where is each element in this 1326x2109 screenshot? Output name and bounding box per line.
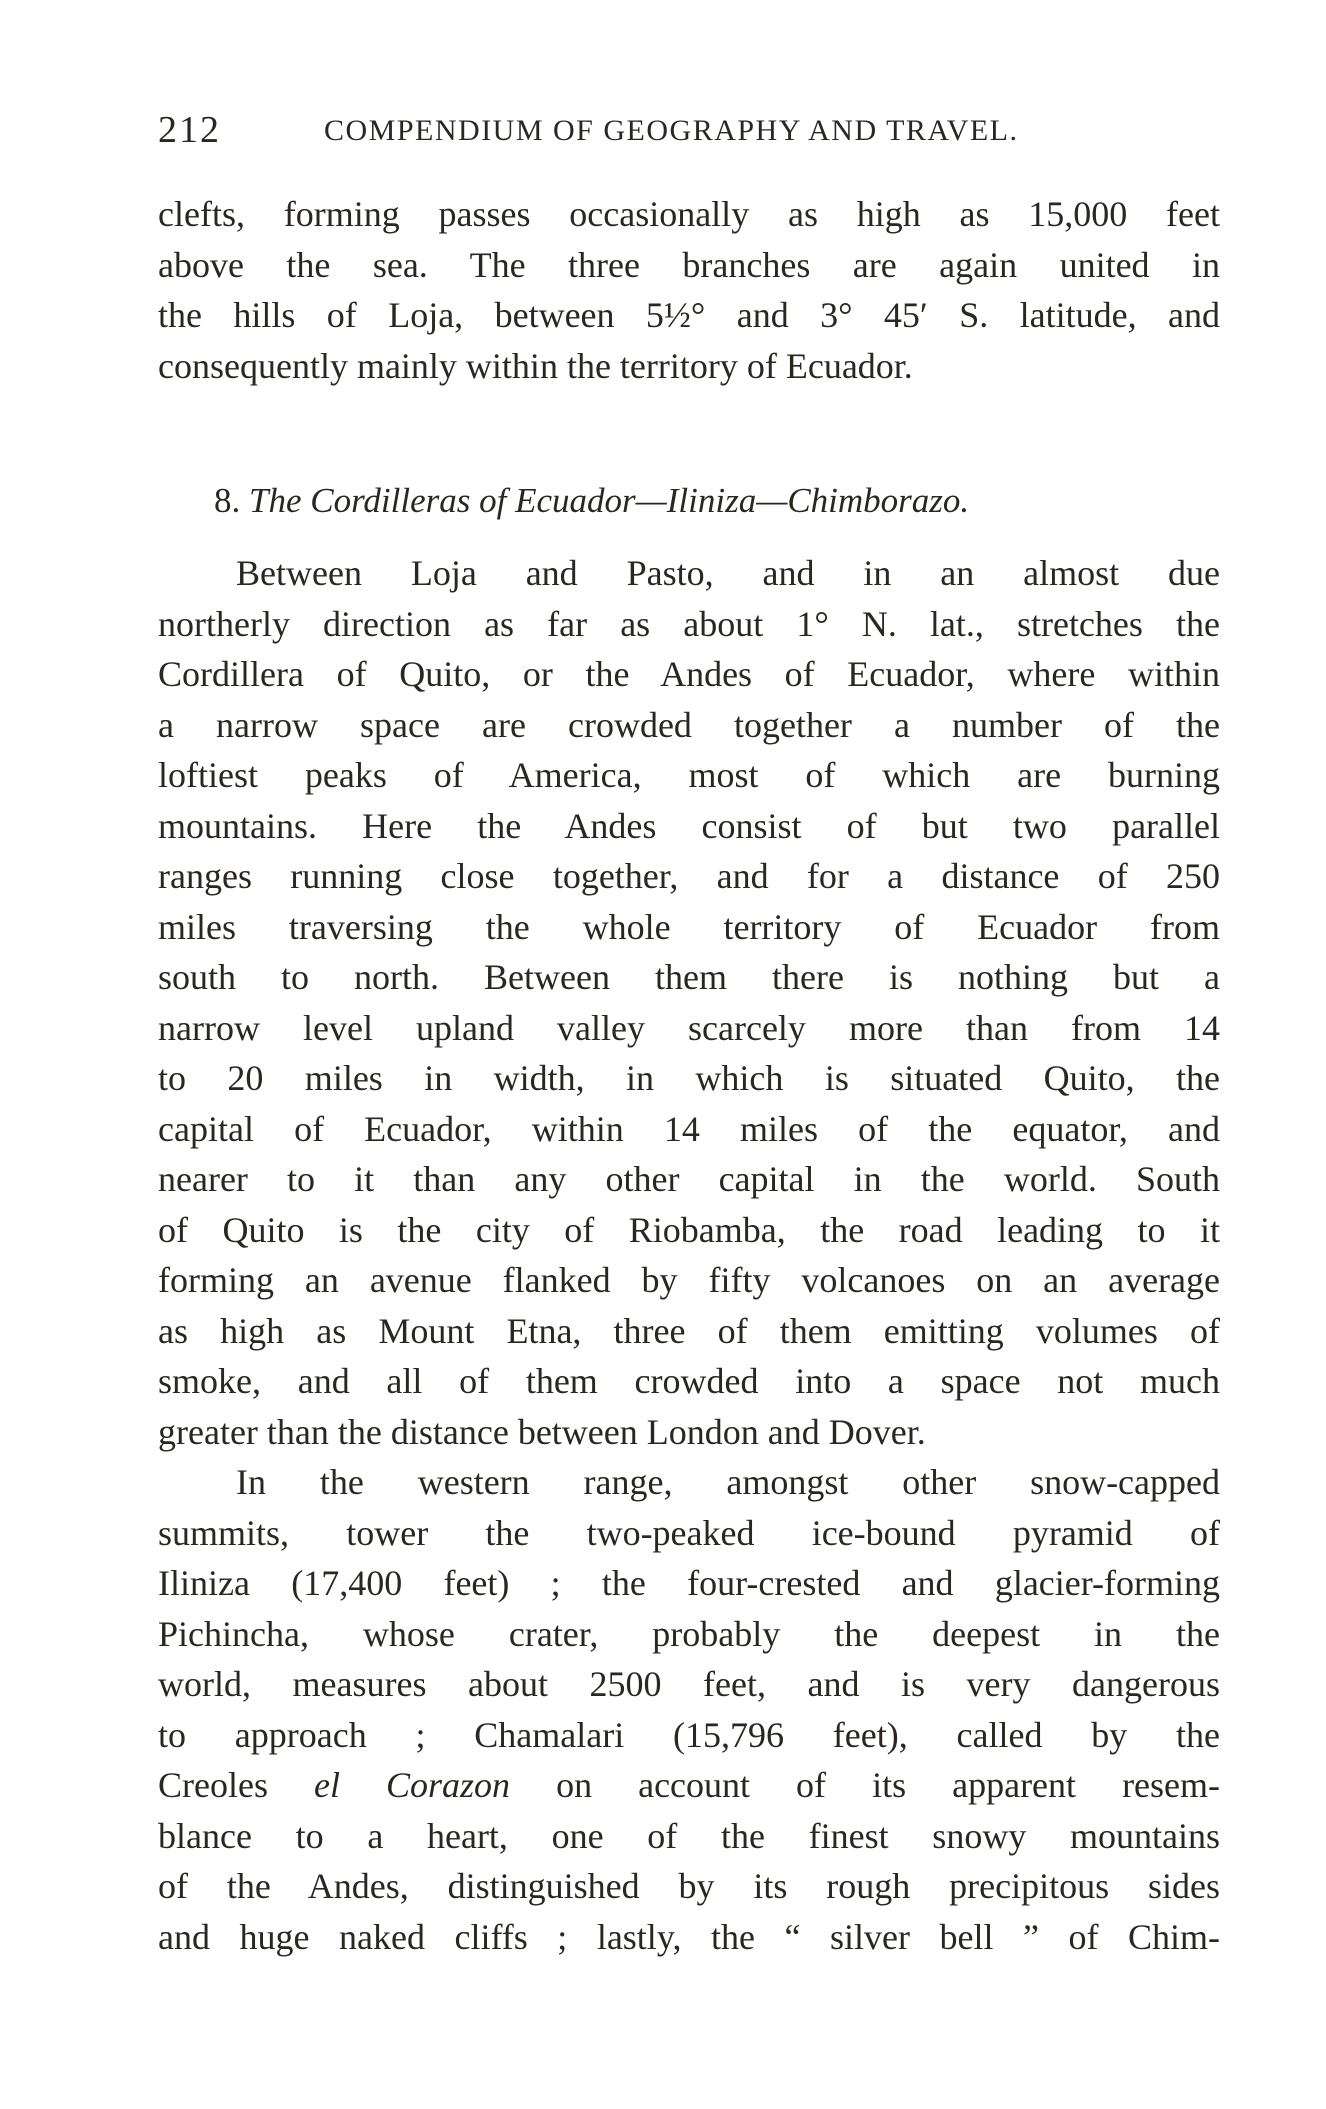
text-line: clefts, forming passes occasionally as high as 15,000 feet xyxy=(158,194,1220,234)
text-line: narrow level upland valley scarcely more than from 14 xyxy=(158,1007,1220,1048)
text-line: above the sea. The three branches are again united in xyxy=(158,244,1220,285)
text-line: nearer to it than any other capital in the world. South xyxy=(158,1159,1220,1199)
intro-paragraph xyxy=(158,189,1220,391)
text-line: as high as Mount Etna, three of them emitting volumes of xyxy=(158,1310,1220,1351)
paragraph-2 xyxy=(158,1457,1220,1962)
page-number: 212 xyxy=(158,109,221,151)
text-line-with-italic xyxy=(158,1760,1220,1811)
text-fragment: Creoles xyxy=(158,1765,314,1805)
text-line: and huge naked cliffs ; lastly, the “ silver bell ” of Chim- xyxy=(158,1916,1220,1957)
text-line: smoke, and all of them crowded into a space not much xyxy=(158,1361,1220,1401)
text-line: Cordillera of Quito, or the Andes of Ecuador, where within xyxy=(158,654,1220,694)
text-line: greater than the distance between London and Dover. xyxy=(158,1411,926,1452)
text-line: Between Loja and Pasto, and in an almost due xyxy=(236,553,1220,593)
text-line: of the Andes, distinguished by its rough precipitous sides xyxy=(158,1866,1220,1906)
text-line: In the western range, amongst other snow-capped xyxy=(236,1462,1220,1502)
text-line: miles traversing the whole territory of Ecuador from xyxy=(158,906,1220,947)
text-line: Iliniza (17,400 feet) ; the four-crested and glacier-forming xyxy=(158,1563,1220,1603)
section-number: 8. xyxy=(214,481,241,520)
text-line: blance to a heart, one of the finest snowy mountains xyxy=(158,1815,1220,1856)
text-line: a narrow space are crowded together a number of the xyxy=(158,704,1220,745)
text-fragment: on account of its apparent resem- xyxy=(510,1765,1220,1805)
text-line: world, measures about 2500 feet, and is very dangerous xyxy=(158,1664,1220,1704)
text-line: ranges running close together, and for a distance of 250 xyxy=(158,856,1220,896)
section-title: The Cordilleras of Ecuador—Iliniza—Chimborazo. xyxy=(249,481,970,520)
paragraph-1 xyxy=(158,548,1220,1457)
text-line: the hills of Loja, between 5½° and 3° 45′ S. latitude, and xyxy=(158,295,1220,335)
text-line: of Quito is the city of Riobamba, the road leading to it xyxy=(158,1209,1220,1250)
section-heading xyxy=(214,476,1214,526)
running-title: COMPENDIUM OF GEOGRAPHY AND TRAVEL. xyxy=(324,114,1019,147)
text-line: summits, tower the two-peaked ice-bound pyramid of xyxy=(158,1512,1220,1553)
text-line: to 20 miles in width, in which is situated Quito, the xyxy=(158,1058,1220,1098)
text-line: mountains. Here the Andes consist of but two parallel xyxy=(158,805,1220,846)
text-line: consequently mainly within the territory of Ecuador. xyxy=(158,345,913,386)
page-header xyxy=(158,108,1218,158)
text-line: Pichincha, whose crater, probably the deepest in the xyxy=(158,1613,1220,1654)
text-line: northerly direction as far as about 1° N. lat., stretches the xyxy=(158,603,1220,644)
text-line: south to north. Between them there is nothing but a xyxy=(158,957,1220,997)
text-line: capital of Ecuador, within 14 miles of the equator, and xyxy=(158,1108,1220,1149)
text-line: forming an avenue flanked by fifty volcanoes on an average xyxy=(158,1260,1220,1300)
text-line: loftiest peaks of America, most of which are burning xyxy=(158,755,1220,795)
italic-phrase: el Corazon xyxy=(314,1765,511,1805)
text-line: to approach ; Chamalari (15,796 feet), called by the xyxy=(158,1714,1220,1755)
